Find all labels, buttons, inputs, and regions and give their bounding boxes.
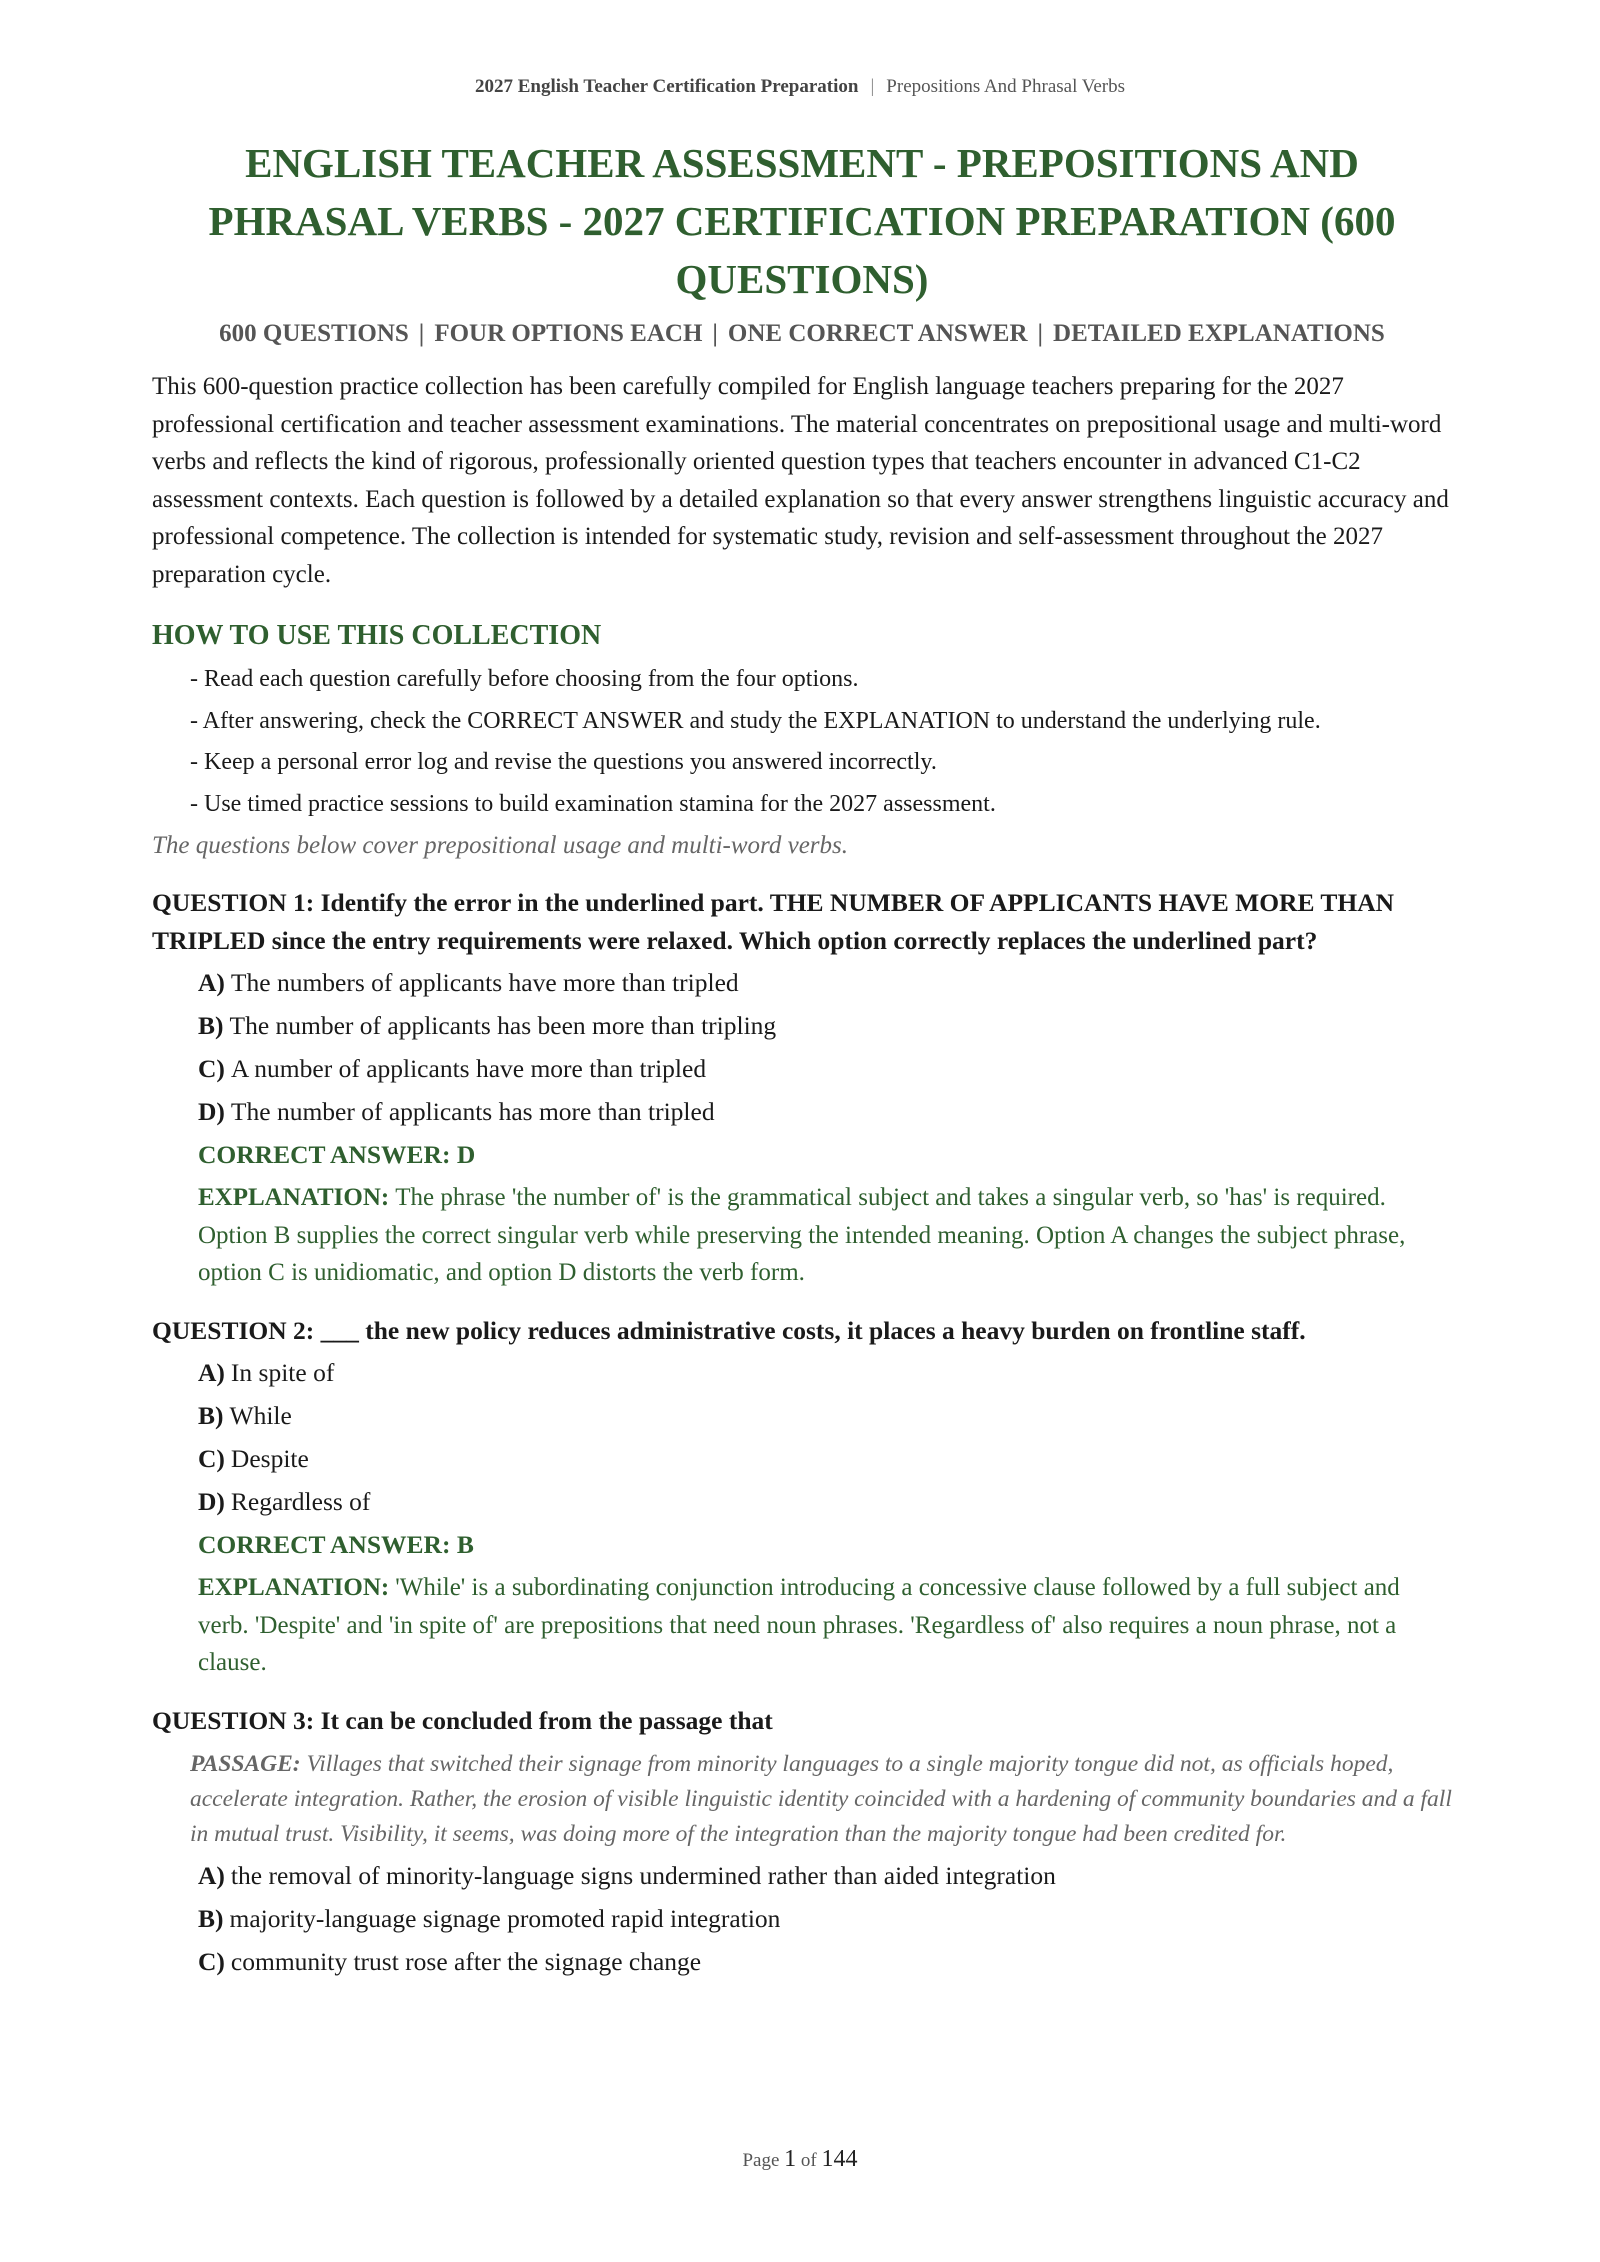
correct-answer: CORRECT ANSWER: D: [198, 1140, 476, 1169]
option-text: The numbers of applicants have more than tripled: [230, 968, 739, 997]
subtitle-item: ONE CORRECT ANSWER: [727, 320, 1028, 347]
running-header-left: 2027 English Teacher Certification Preparation: [474, 76, 859, 97]
how-to-item: - Keep a personal error log and revise the questions you answered incorrectly.: [190, 749, 937, 775]
option-text: The number of applicants has been more than tripling: [229, 1011, 777, 1040]
running-header-right: Prepositions And Phrasal Verbs: [886, 76, 1126, 97]
intro-paragraph: This 600-question practice collection has been carefully compiled for English language teachers preparing for the 2027 professional certification and teacher assessment examinations. The material concentrates on prepositional usage and multi-word verbs and reflects the kind of rigorous, professionally oriented question types that teachers encounter in advanced C1-C2 assessment contexts. Each question is followed by a detailed explanation so that every answer strengthens linguistic accuracy and professional competence. The collection is intended for systematic study, revision and self-assessment throughout the 2027 preparation cycle.: [152, 373, 1449, 588]
question-1: [152, 884, 1452, 1292]
options-list: [198, 965, 1452, 1130]
option-text: While: [229, 1401, 292, 1430]
option-text: majority-language signage promoted rapid integration: [229, 1904, 781, 1933]
subtitle-separator: |: [1037, 320, 1044, 347]
explanation: [198, 1179, 1452, 1292]
option-letter: B): [198, 1401, 224, 1430]
option-b: [198, 1901, 1452, 1937]
option-c: [198, 1944, 1452, 1980]
option-letter: A): [198, 968, 225, 997]
explanation-label: EXPLANATION:: [198, 1574, 390, 1601]
option-a: [198, 965, 1452, 1001]
how-to-item: - Read each question carefully before choosing from the four options.: [190, 666, 859, 692]
question-text: QUESTION 2: ___ the new policy reduces administrative costs, it places a heavy burden on frontline staff.: [152, 1315, 1306, 1345]
option-text: Despite: [230, 1444, 309, 1473]
option-text: Regardless of: [230, 1487, 371, 1516]
option-letter: C): [198, 1444, 225, 1473]
option-letter: A): [198, 1358, 225, 1387]
current-page-number: 1: [784, 2146, 797, 2172]
running-header: [0, 76, 1600, 98]
explanation: [198, 1569, 1452, 1682]
how-to-heading: HOW TO USE THIS COLLECTION: [152, 620, 602, 651]
option-d: [198, 1094, 1452, 1130]
passage-label: PASSAGE:: [190, 1751, 301, 1777]
total-page-count: 144: [821, 2146, 858, 2172]
option-letter: D): [198, 1487, 225, 1516]
passage: [190, 1747, 1452, 1852]
question-2: [152, 1312, 1452, 1682]
subtitle-separator: |: [418, 320, 425, 347]
option-a: [198, 1355, 1452, 1391]
explanation-text: 'While' is a subordinating conjunction introducing a concessive clause followed by a full subject and verb. 'Despite' and 'in spite of' are prepositions that need noun phrases. 'Regardless of' also requires a noun phrase, not a clause.: [198, 1574, 1400, 1676]
document-title: ENGLISH TEACHER ASSESSMENT - PREPOSITIONS AND PHRASAL VERBS - 2027 CERTIFICATION PREPARATION (600 QUESTIONS): [208, 140, 1396, 302]
option-c: [198, 1051, 1452, 1087]
running-header-separator: |: [870, 76, 875, 97]
passage-text: Villages that switched their signage from minority languages to a single majority tongue did not, as officials hoped, accelerate integration. Rather, the erosion of visible linguistic identity coincided with a hardening of community boundaries and a fall in mutual trust. Visibility, it seems, was doing more of the integration than the majority tongue had been credited for.: [190, 1751, 1452, 1847]
option-text: community trust rose after the signage change: [230, 1947, 702, 1976]
explanation-text: The phrase 'the number of' is the grammatical subject and takes a singular verb, so 'has' is required. Option B supplies the correct singular verb while preserving the intended meaning. Option A changes the subject phrase, option C is unidiomatic, and option D distorts the verb form.: [198, 1184, 1406, 1286]
option-letter: D): [198, 1097, 225, 1126]
page-label: Page: [742, 2150, 780, 2171]
page-footer: [0, 2146, 1600, 2173]
option-text: A number of applicants have more than tripled: [230, 1054, 707, 1083]
explanation-label: EXPLANATION:: [198, 1184, 390, 1211]
option-text: In spite of: [230, 1358, 335, 1387]
option-letter: C): [198, 1054, 225, 1083]
option-letter: B): [198, 1904, 224, 1933]
options-list: [198, 1355, 1452, 1520]
subtitle-item: DETAILED EXPLANATIONS: [1053, 320, 1385, 347]
option-letter: B): [198, 1011, 224, 1040]
how-to-item: - Use timed practice sessions to build examination stamina for the 2027 assessment.: [190, 790, 996, 817]
correct-answer: CORRECT ANSWER: B: [198, 1530, 474, 1559]
options-list: [198, 1858, 1452, 1980]
option-letter: A): [198, 1861, 225, 1890]
option-a: [198, 1858, 1452, 1894]
option-b: [198, 1398, 1452, 1434]
option-b: [198, 1008, 1452, 1044]
page-of-label: of: [800, 2150, 817, 2171]
option-letter: C): [198, 1947, 225, 1976]
question-3: [152, 1702, 1452, 1981]
how-to-list: [190, 662, 1452, 821]
how-to-item: - After answering, check the CORRECT ANSWER and study the EXPLANATION to understand the underlying rule.: [190, 707, 1321, 734]
question-text: QUESTION 3: It can be concluded from the passage that: [152, 1705, 773, 1735]
subtitle: [152, 320, 1452, 348]
subtitle-item: FOUR OPTIONS EACH: [434, 320, 703, 347]
option-text: The number of applicants has more than tripled: [230, 1097, 715, 1126]
question-text: QUESTION 1: Identify the error in the underlined part. THE NUMBER OF APPLICANTS HAVE MORE THAN TRIPLED since the entry requirements were relaxed. Which option correctly replaces the underlined part?: [152, 888, 1395, 955]
subtitle-item: 600 QUESTIONS: [219, 320, 409, 347]
coverage-note: The questions below cover prepositional usage and multi-word verbs.: [152, 832, 849, 859]
option-d: [198, 1484, 1452, 1520]
option-text: the removal of minority-language signs undermined rather than aided integration: [230, 1861, 1056, 1890]
option-c: [198, 1441, 1452, 1477]
subtitle-separator: |: [712, 320, 718, 347]
page-content: [152, 134, 1452, 1987]
